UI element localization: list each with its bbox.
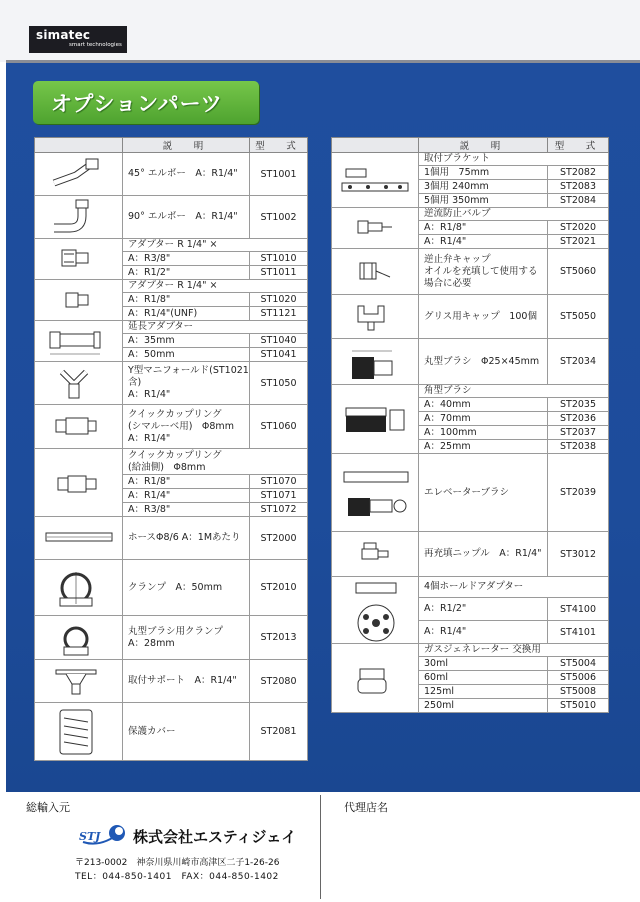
group-title: 4個ホールドアダプター	[419, 577, 609, 598]
part-description: 45° エルボー A：R1/4"	[123, 153, 250, 196]
part-code: ST2039	[548, 454, 609, 532]
brush-clamp-icon	[42, 619, 116, 657]
left-parts-table	[34, 137, 308, 761]
title-banner	[33, 81, 259, 124]
part-description: ホースΦ8/6 A：1Mあたり	[123, 517, 250, 560]
part-image	[35, 239, 123, 280]
group-title-row	[332, 208, 609, 221]
part-description: 125ml	[419, 685, 548, 699]
part-description: 30ml	[419, 657, 548, 671]
part-description: 3個用 240mm	[419, 180, 548, 194]
part-code: ST5006	[548, 671, 609, 685]
part-image	[332, 644, 419, 713]
group-title-row	[332, 385, 609, 398]
part-image	[35, 703, 123, 761]
part-description: 丸型ブラシ Φ25×45mm	[419, 339, 548, 385]
part-description: A：R1/8"	[419, 221, 548, 235]
part-description: 60ml	[419, 671, 548, 685]
part-code: ST5060	[548, 249, 609, 295]
part-code: ST2010	[250, 560, 308, 616]
part-code: ST1011	[250, 266, 308, 280]
part-code: ST1041	[250, 348, 308, 362]
part-description: グリス用キャップ 100個	[419, 295, 548, 339]
part-code: ST5008	[548, 685, 609, 699]
part-description: 1個用 75mm	[419, 166, 548, 180]
quick-coupling-icon	[42, 408, 116, 446]
part-code: ST2080	[250, 660, 308, 703]
part-code: ST2000	[250, 517, 308, 560]
check-valve-cap-icon	[338, 253, 412, 291]
page-title: オプションパーツ	[51, 92, 223, 116]
part-code: ST2082	[548, 166, 609, 180]
square-brush-icon	[338, 400, 412, 438]
table-row	[332, 532, 609, 577]
header-description: 説 明	[123, 138, 250, 153]
part-code: ST1002	[250, 196, 308, 239]
part-description: A：R1/4"	[419, 621, 548, 644]
part-description: 逆止弁キャップ オイルを充填して使用する 場合に必要	[419, 249, 548, 295]
part-code: ST2035	[548, 398, 609, 412]
part-description: A：R3/8"	[123, 252, 250, 266]
elevator-brush-icon	[338, 468, 412, 518]
part-description: 250ml	[419, 699, 548, 713]
part-description: A：R1/4"	[123, 489, 250, 503]
part-description: 5個用 350mm	[419, 194, 548, 208]
group-title: 逆流防止バルブ	[419, 208, 609, 221]
part-code: ST2038	[548, 440, 609, 454]
part-code: ST2013	[250, 616, 308, 660]
gas-generator-icon	[338, 659, 412, 697]
importer-label: 総輸入元	[26, 801, 70, 814]
part-code: ST1040	[250, 334, 308, 348]
part-code: ST4100	[548, 598, 609, 621]
elbow-45-icon	[42, 155, 116, 193]
part-image	[332, 249, 419, 295]
table-row	[332, 454, 609, 532]
mount-bracket-icon	[338, 163, 412, 197]
elbow-90-icon	[42, 198, 116, 236]
table-row	[35, 703, 308, 761]
part-code: ST2083	[548, 180, 609, 194]
part-description: 取付サポート A：R1/4"	[123, 660, 250, 703]
part-image	[35, 560, 123, 616]
part-code: ST2034	[548, 339, 609, 385]
part-image	[35, 153, 123, 196]
part-description: 保護カバー	[123, 703, 250, 761]
part-description: クイックカップリング (シマルーベ用) Φ8mm A：R1/4"	[123, 405, 250, 449]
part-code: ST1060	[250, 405, 308, 449]
part-image	[35, 196, 123, 239]
company-address: 〒213-0002 神奈川県川崎市高津区二子1-26-26	[75, 858, 280, 868]
stj-logo-icon	[75, 822, 127, 848]
part-code: ST2084	[548, 194, 609, 208]
part-code: ST2037	[548, 426, 609, 440]
group-title-row	[332, 644, 609, 657]
group-title: 延長アダプター	[123, 321, 308, 334]
table-row	[35, 517, 308, 560]
part-code: ST1010	[250, 252, 308, 266]
group-title-row	[35, 321, 308, 334]
part-code: ST5010	[548, 699, 609, 713]
part-description: 90° エルボー A：R1/4"	[123, 196, 250, 239]
part-description: A：R3/8"	[123, 503, 250, 517]
part-code: ST1001	[250, 153, 308, 196]
part-image	[35, 616, 123, 660]
group-title: アダプター R 1/4" ×	[123, 280, 308, 293]
part-image	[332, 577, 419, 644]
header-description: 説 明	[419, 138, 548, 153]
part-code: ST1072	[250, 503, 308, 517]
table-row	[35, 153, 308, 196]
part-image	[332, 385, 419, 454]
brand-logo	[29, 26, 127, 53]
refill-nipple-icon	[338, 535, 412, 573]
adapter-r14-icon	[42, 240, 116, 278]
table-header-row	[35, 138, 308, 153]
group-title: 取付ブラケット	[419, 153, 609, 166]
agent-label: 代理店名	[344, 801, 388, 814]
group-title: アダプター R 1/4" ×	[123, 239, 308, 252]
company-phone: TEL：044-850-1401 FAX：044-850-1402	[75, 872, 279, 882]
part-image	[35, 362, 123, 405]
part-image	[332, 454, 419, 532]
group-title-row	[35, 449, 308, 475]
part-image	[332, 295, 419, 339]
part-code: ST1050	[250, 362, 308, 405]
table-row	[35, 560, 308, 616]
group-title-row	[35, 280, 308, 293]
part-description: A：R1/4"	[419, 235, 548, 249]
part-description: Y型マニフォールド(ST1021含) A：R1/4"	[123, 362, 250, 405]
part-code: ST3012	[548, 532, 609, 577]
part-description: A：R1/8"	[123, 475, 250, 489]
table-header-row	[332, 138, 609, 153]
group-title-row	[332, 153, 609, 166]
part-description: A：100mm	[419, 426, 548, 440]
y-manifold-icon	[42, 364, 116, 402]
part-code: ST2081	[250, 703, 308, 761]
group-title-row	[35, 239, 308, 252]
group-title: 角型ブラシ	[419, 385, 609, 398]
table-row	[332, 339, 609, 385]
part-image	[35, 321, 123, 362]
header-code: 型 式	[250, 138, 308, 153]
header-image	[332, 138, 419, 153]
part-description: クランプ A：50mm	[123, 560, 250, 616]
table-row	[35, 660, 308, 703]
hose-icon	[42, 519, 116, 557]
part-image	[332, 208, 419, 249]
part-description: A：R1/4"(UNF)	[123, 307, 250, 321]
part-image	[35, 660, 123, 703]
protective-cover-icon	[42, 706, 116, 758]
adapter-small-icon	[42, 281, 116, 319]
part-description: A：35mm	[123, 334, 250, 348]
part-description: A：70mm	[419, 412, 548, 426]
part-code: ST2036	[548, 412, 609, 426]
part-code: ST2020	[548, 221, 609, 235]
part-image	[332, 153, 419, 208]
part-image	[35, 449, 123, 517]
grease-cap-icon	[338, 298, 412, 336]
part-image	[332, 532, 419, 577]
table-row	[35, 196, 308, 239]
table-row	[35, 616, 308, 660]
table-row	[35, 362, 308, 405]
part-code: ST4101	[548, 621, 609, 644]
group-title: クイックカップリング (給油側) Φ8mm	[123, 449, 308, 475]
part-description: 再充填ニップル A：R1/4"	[419, 532, 548, 577]
part-code: ST2021	[548, 235, 609, 249]
part-description: A：R1/2"	[419, 598, 548, 621]
header-code: 型 式	[548, 138, 609, 153]
company-name: 株式会社エスティジェイ	[133, 828, 297, 846]
part-image	[35, 517, 123, 560]
four-hold-adapter-icon	[338, 577, 412, 643]
part-image	[332, 339, 419, 385]
part-image	[35, 280, 123, 321]
table-row	[332, 295, 609, 339]
part-code: ST5004	[548, 657, 609, 671]
mount-support-icon	[42, 662, 116, 700]
part-code: ST5050	[548, 295, 609, 339]
part-description: A：R1/2"	[123, 266, 250, 280]
part-image	[35, 405, 123, 449]
table-row	[35, 405, 308, 449]
part-description: エレベーターブラシ	[419, 454, 548, 532]
quick-coupling-supply-icon	[42, 464, 116, 502]
part-code: ST1071	[250, 489, 308, 503]
part-description: 丸型ブラシ用クランプ A：28mm	[123, 616, 250, 660]
part-code: ST1020	[250, 293, 308, 307]
footer-divider	[320, 795, 321, 899]
round-brush-icon	[338, 343, 412, 381]
brand-name: simatec	[36, 28, 91, 42]
clamp-icon	[42, 566, 116, 610]
part-code: ST1121	[250, 307, 308, 321]
brand-tagline: smart technologies	[69, 42, 122, 48]
extension-adapter-icon	[42, 322, 116, 360]
header-image	[35, 138, 123, 153]
part-code: ST1070	[250, 475, 308, 489]
part-description: A：25mm	[419, 440, 548, 454]
group-title: ガスジェネレーター 交換用	[419, 644, 609, 657]
part-description: A：R1/8"	[123, 293, 250, 307]
right-parts-table	[331, 137, 609, 713]
table-row	[332, 249, 609, 295]
group-title-row	[332, 577, 609, 598]
stj-logo-text: STJ	[79, 830, 101, 843]
check-valve-icon	[338, 209, 412, 247]
part-description: A：50mm	[123, 348, 250, 362]
part-description: A：40mm	[419, 398, 548, 412]
